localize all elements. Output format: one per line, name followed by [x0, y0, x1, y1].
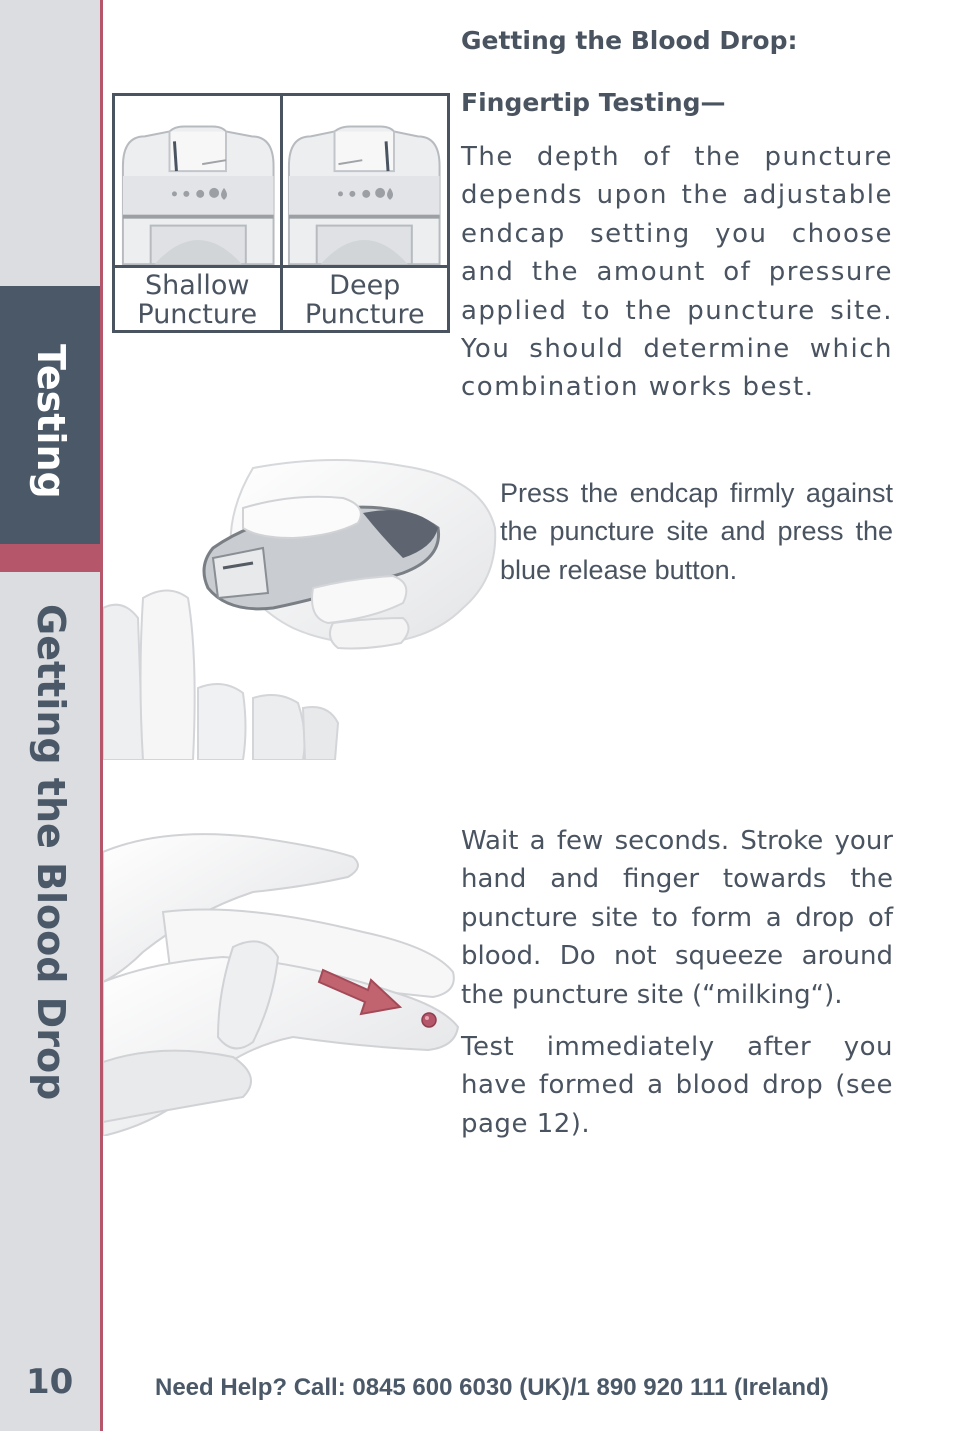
lancing-device-hand-illustration	[103, 458, 498, 760]
page-title: Getting the Blood Drop:	[461, 26, 798, 55]
deep-puncture-cell	[280, 96, 448, 330]
section-title: Getting the Blood Drop	[29, 604, 73, 1101]
shallow-puncture-label	[115, 265, 280, 330]
shallow-puncture-cell	[115, 96, 280, 330]
deep-puncture-label	[283, 265, 448, 330]
blood-drop-hand-illustration	[103, 832, 460, 1136]
tab-testing-label: Testing	[29, 344, 73, 499]
paragraph-puncture-depth: The depth of the puncture depends upon the adjustable endcap setting you choose and the amount of pressure applied to the puncture site. You should determine which combination works best.	[461, 142, 893, 403]
deep-label-line2: Puncture	[304, 299, 425, 330]
lancing-device-shallow-image	[115, 96, 280, 265]
subheading: Fingertip Testing—	[461, 88, 726, 117]
lancing-device-deep-image	[283, 96, 448, 265]
help-footer: Need Help? Call: 0845 600 6030 (UK)/1 890 920 111 (Ireland)	[155, 1374, 829, 1401]
shallow-label-line2: Puncture	[137, 299, 258, 330]
puncture-depth-figure	[112, 93, 450, 333]
shallow-label-line1: Shallow	[145, 270, 250, 301]
paragraph-test-immediately: Test immediately after you have formed a blood drop (see page 12).	[461, 1032, 893, 1139]
page-number: 10	[26, 1362, 74, 1402]
paragraph-form-drop: Wait a few seconds. Stroke your hand and finger towards the puncture site to form a drop of blood. Do not squeeze around the puncture site (“milking“).	[461, 826, 893, 1010]
tab-accent-bar	[0, 544, 100, 572]
paragraph-press-endcap: Press the endcap firmly against the puncture site and press the blue release button.	[500, 478, 893, 585]
deep-label-line1: Deep	[329, 270, 401, 301]
